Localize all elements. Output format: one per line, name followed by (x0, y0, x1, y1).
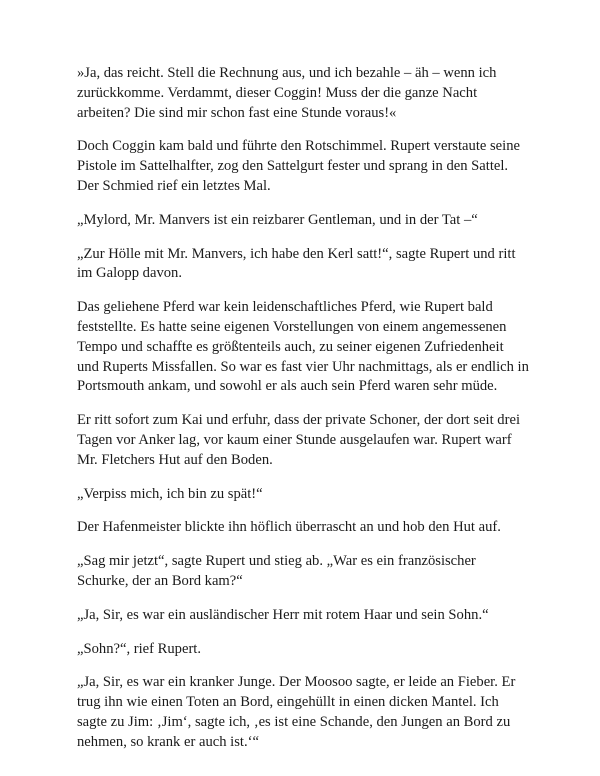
paragraph: »Ja, das reicht. Stell die Rechnung aus, und ich bezahle – äh – wenn ich zurückkomme. Verdammt, dieser Coggin! Muss der die ganze Nacht arbeiten? Die sind mir schon fast eine Stunde voraus!« (77, 65, 497, 121)
paragraph: „Ja, Sir, es war ein kranker Junge. Der Moosoo sagte, er leide an Fieber. Er trug ihn wie einen Toten an Bord, eingehüllt in einen dicken Mantel. Ich sagte zu Jim: ‚Jim‘, sagte ich, ‚es ist eine Schande, den Jungen an Bord zu nehmen, so krank er auch ist.‘“ (77, 674, 516, 750)
paragraph: „Zur Hölle mit Mr. Manvers, ich habe den Kerl satt!“, sagte Rupert und ritt im Galopp davon. (77, 245, 516, 282)
paragraph: „Sohn?“, rief Rupert. (77, 640, 202, 657)
paragraph: Er ritt sofort zum Kai und erfuhr, dass der private Schoner, der dort seit drei Tagen vor Anker lag, vor kaum einer Stunde ausgelaufen war. Rupert warf Mr. Fletchers Hut auf den Boden. (77, 412, 520, 468)
paragraph: Das geliehene Pferd war kein leidenschaftliches Pferd, wie Rupert bald feststellte. Es hatte seine eigenen Vorstellungen von einem angemessenen Tempo und schaffte es größtenteils auch, zu seiner eigenen Zufriedenheit und Ruperts Missfallen. So war es fast vier Uhr nachmittags, als er endlich in Portsmouth ankam, und sowohl er als auch sein Pferd waren sehr müde. (77, 299, 529, 395)
paragraph: „Sag mir jetzt“, sagte Rupert und stieg ab. „War es ein französischer Schurke, der an Bord kam?“ (77, 553, 476, 589)
document-page (77, 64, 529, 767)
paragraph: Der Hafenmeister blickte ihn höflich überrascht an und hob den Hut auf. (77, 519, 501, 536)
paragraph: Doch Coggin kam bald und führte den Rotschimmel. Rupert verstaute seine Pistole im Sattelhalfter, zog den Sattelgurt fester und sprang in den Sattel. Der Schmied rief ein letztes Mal. (77, 138, 520, 194)
paragraph: „Mylord, Mr. Manvers ist ein reizbarer Gentleman, und in der Tat –“ (77, 211, 478, 228)
paragraph: „Ja, Sir, es war ein ausländischer Herr mit rotem Haar und sein Sohn.“ (77, 606, 489, 623)
paragraph: „Verpiss mich, ich bin zu spät!“ (77, 485, 263, 502)
